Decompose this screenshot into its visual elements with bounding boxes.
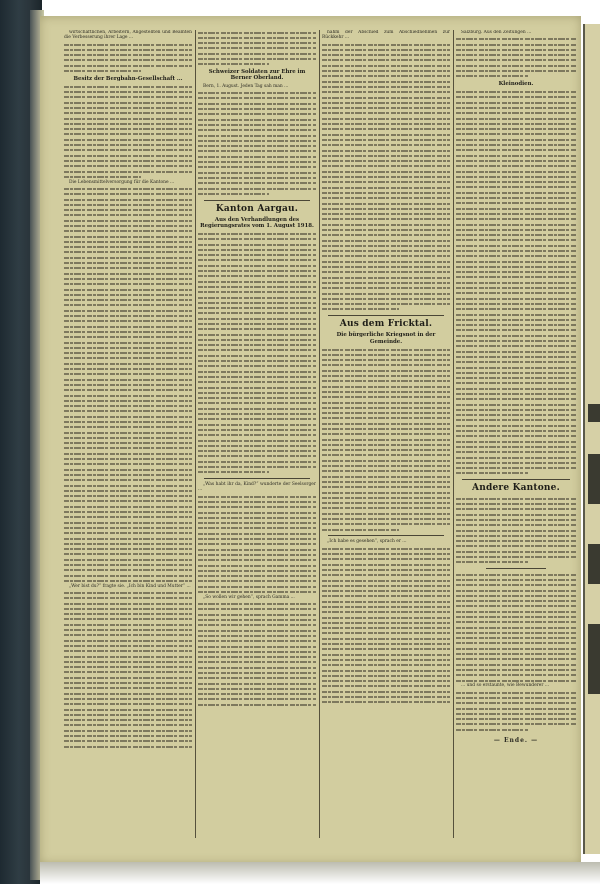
col3-subhead: Die bürgerliche Kriegsnot in der Gemeinde. xyxy=(336,332,436,345)
text-line xyxy=(64,174,141,179)
column-3 xyxy=(322,30,450,838)
text-line xyxy=(456,74,528,79)
section-divider xyxy=(328,315,444,316)
col4-item-headline: Kleinodien. xyxy=(498,81,534,88)
text-line xyxy=(198,590,316,595)
col1-item-headline: Besitz der Bergbahn-Gesellschaft ... xyxy=(73,75,183,82)
next-page-glyph xyxy=(588,404,600,422)
column-rule xyxy=(319,30,320,838)
text-line xyxy=(456,678,576,683)
text-line xyxy=(198,470,269,475)
text-line xyxy=(322,527,399,532)
col2-subhead: Aus den Verhandlungen des Regierungsrates vom 1. August 1918. xyxy=(200,216,314,230)
col4-opening-text: Salzburg. Aus den Zeitungen ... xyxy=(461,30,532,35)
section-divider xyxy=(204,478,310,479)
next-page-glyph xyxy=(588,454,600,504)
section-divider xyxy=(328,535,444,536)
text-line xyxy=(64,578,192,583)
col3-opening-text: nahm der Abschied zum Abschiednehmen zur Rückkehr ... xyxy=(322,30,450,41)
next-page-glyph xyxy=(588,544,600,584)
page-shadow xyxy=(40,862,600,884)
text-line xyxy=(198,62,269,67)
column-rule xyxy=(453,30,454,838)
text-line xyxy=(64,744,192,749)
col1-opening-text: wirtschaftlichen, Arbeitern, Angestellten und Beamten die Verbesserung ihrer Lage ... xyxy=(64,30,192,41)
section-divider xyxy=(462,479,570,480)
col2-dialogue-2: „So wollen wir gehen“, sprach Gamma ... xyxy=(203,594,295,600)
text-line xyxy=(322,307,399,312)
col3-dialogue: „Ich habe es gesehen“, sprach er ... xyxy=(327,539,407,545)
end-mark: — Ende. — xyxy=(493,736,539,744)
col1-closing-dialogue: „Wer bist du?“ fragte sie. „Ich bin Kind und Mutter“ ... xyxy=(69,583,191,589)
col2-section-title: Kanton Aargau. xyxy=(215,203,299,214)
col2-dialogue-1: „Was habt ihr da, Kind?“ wunderte der Seelsorger ... xyxy=(198,482,316,493)
col3-section-title: Aus dem Fricktal. xyxy=(339,319,433,330)
col4-section-title: Andere Kantone. xyxy=(472,483,560,494)
col2-item-headline: Schweizer Soldaten zur Ehre im Berner Oberland. xyxy=(208,69,306,82)
col2-item-text: Bern, 1. August. Jeden Tag sah man ... xyxy=(203,83,289,89)
text-line xyxy=(456,727,528,732)
text-line xyxy=(322,700,450,705)
text-line xyxy=(198,191,269,196)
text-line xyxy=(456,560,528,565)
column-1 xyxy=(64,30,192,838)
text-line xyxy=(456,471,528,476)
section-divider xyxy=(204,200,310,201)
next-page-edge xyxy=(583,24,600,854)
column-2 xyxy=(198,30,316,838)
text-line xyxy=(198,702,316,707)
col4-closing-text: ... und so erstaunte, wie Bewunderer ... xyxy=(461,683,550,689)
column-rule xyxy=(195,30,196,838)
text-line xyxy=(64,69,141,74)
column-4 xyxy=(456,30,576,838)
section-divider xyxy=(486,568,546,569)
col1-middle-text: Die Lebensmittelversorgung für die Kantone ... xyxy=(69,179,175,185)
next-page-glyph xyxy=(588,624,600,694)
